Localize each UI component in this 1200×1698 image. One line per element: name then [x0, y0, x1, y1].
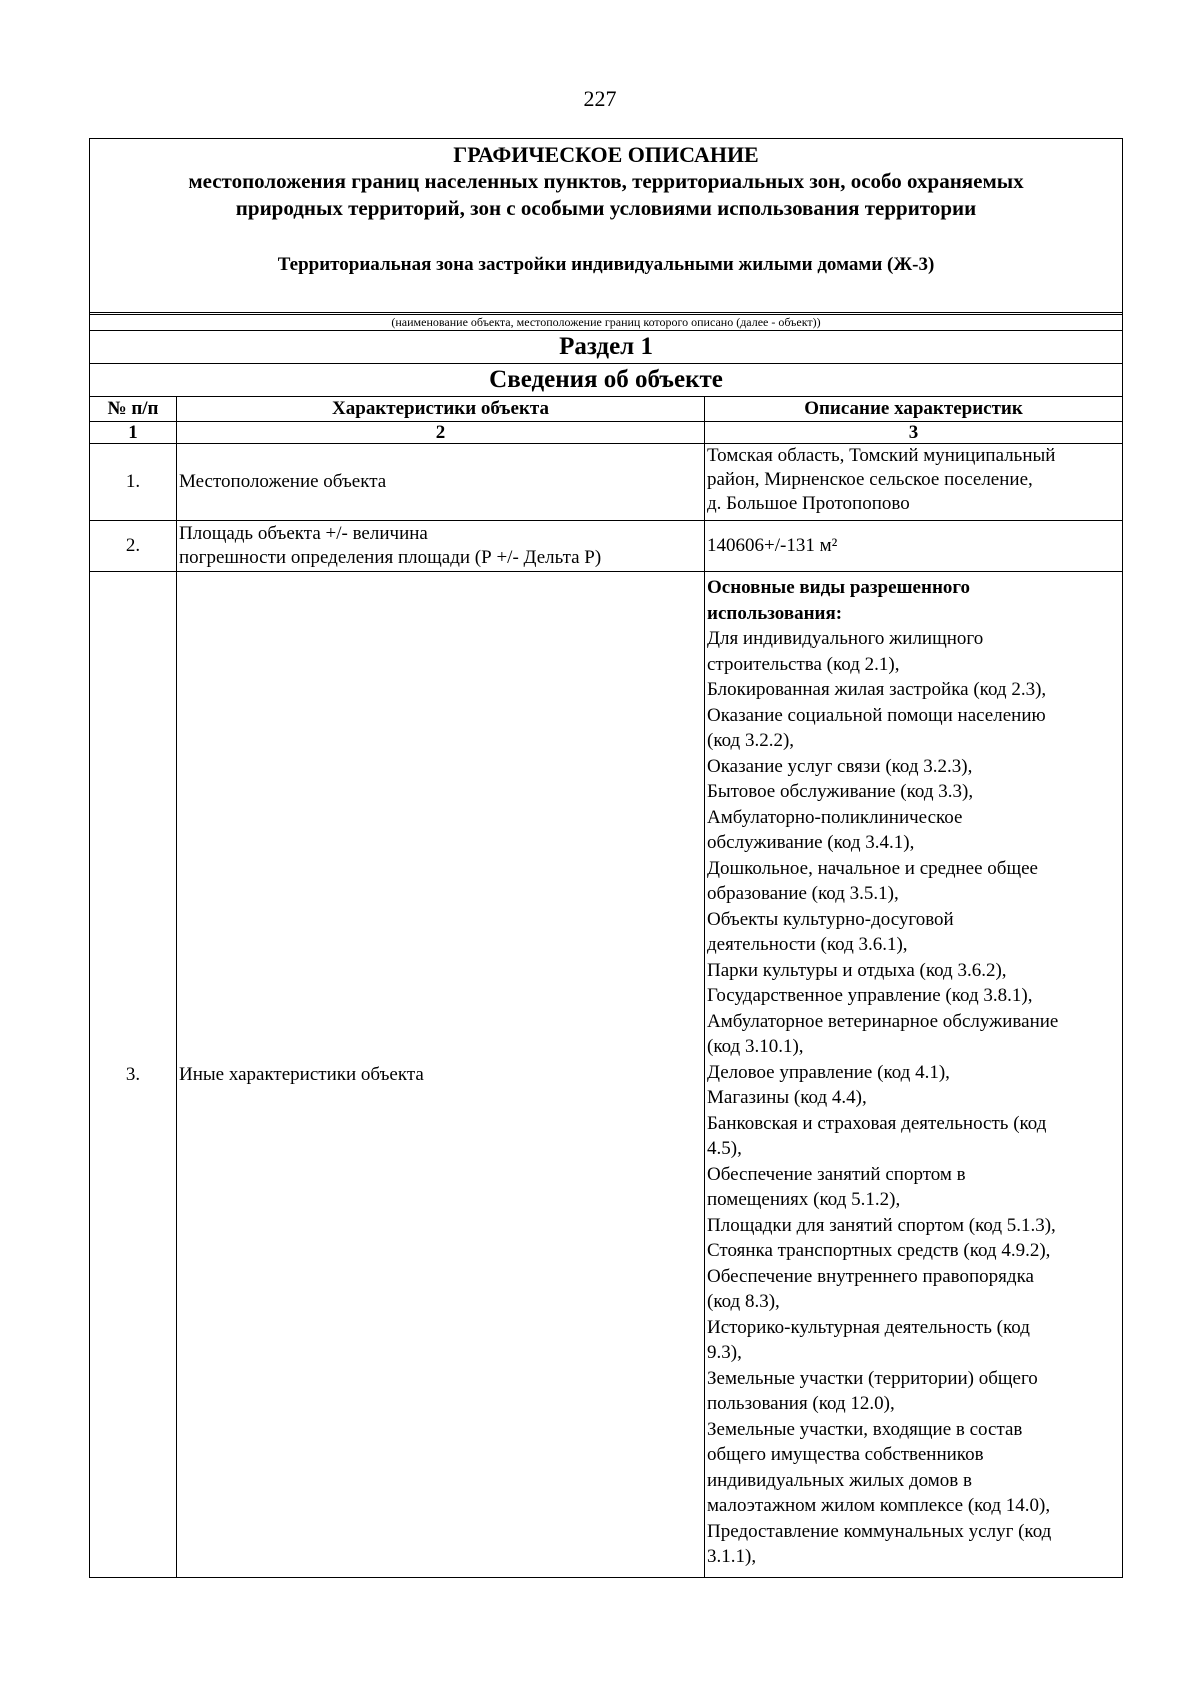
permitted-use-line: Площадки для занятий спортом (код 5.1.3),	[707, 1214, 1056, 1236]
table-row	[90, 444, 1123, 521]
column-header-description: Описание характеристик	[705, 397, 1123, 422]
permitted-use-line: Парки культуры и отдыха (код 3.6.2),	[707, 959, 1007, 981]
column-header-number: № п/п	[90, 397, 177, 422]
permitted-use-line: малоэтажном жилом комплексе (код 14.0),	[707, 1495, 1051, 1516]
row-number: 2.	[90, 521, 177, 572]
column-header-characteristic: Характеристики объекта	[177, 397, 705, 422]
permitted-use-line: индивидуальных жилых домов в	[707, 1469, 972, 1491]
permitted-use-line: Стоянка транспортных средств (код 4.9.2),	[707, 1240, 1051, 1261]
permitted-use-line: 3.1.1),	[707, 1546, 757, 1567]
row-number: 3.	[90, 572, 177, 1578]
permitted-use-line: Государственное управление (код 3.8.1),	[707, 985, 1033, 1006]
permitted-use-line: Банковская и страховая деятельность (код	[707, 1112, 1047, 1134]
permitted-use-line: Объекты культурно-досуговой	[707, 908, 954, 930]
permitted-use-line: Амбулаторное ветеринарное обслуживание	[707, 1010, 1059, 1032]
table-row	[90, 572, 1123, 1578]
permitted-use-line: Земельные участки, входящие в состав	[707, 1418, 1023, 1440]
permitted-use-line: образование (код 3.5.1),	[707, 883, 899, 904]
row-description	[705, 444, 1123, 521]
permitted-use-heading: Основные виды разрешенного	[707, 577, 971, 598]
permitted-use-line: строительства (код 2.1),	[707, 653, 900, 675]
permitted-use-line: (код 3.2.2),	[707, 730, 795, 751]
row-description	[705, 521, 1123, 572]
document-title: ГРАФИЧЕСКОЕ ОПИСАНИЕ	[453, 142, 759, 167]
row-description-line: Томская область, Томский муниципальный	[707, 445, 1056, 466]
row-label-line: погрешности определения площади (Р +/- Дельта Р)	[179, 547, 602, 568]
row-description-line: район, Мирненское сельское поселение,	[707, 469, 1033, 490]
permitted-use-line: Амбулаторно-поликлиническое	[707, 806, 963, 828]
row-label-line: Местоположение объекта	[179, 471, 387, 492]
column-number: 2	[177, 422, 705, 444]
header-cell	[90, 139, 1123, 313]
permitted-use-line: Деловое управление (код 4.1),	[707, 1061, 950, 1083]
permitted-use-line: 4.5),	[707, 1138, 742, 1159]
permitted-use-line: (код 8.3),	[707, 1291, 780, 1312]
permitted-use-line: Блокированная жилая застройка (код 2.3),	[707, 679, 1047, 700]
section-subtitle: Сведения об объекте	[90, 364, 1123, 397]
permitted-use-line: общего имущества собственников	[707, 1444, 984, 1465]
permitted-use-line: Историко-культурная деятельность (код	[707, 1316, 1030, 1338]
row-label-line: Иные характеристики объекта	[179, 1063, 424, 1085]
permitted-use-line: обслуживание (код 3.4.1),	[707, 832, 915, 853]
document-subtitle-line: местоположения границ населенных пунктов, территориальных зон, особо охраняемых	[188, 169, 1024, 193]
permitted-use-line: Дошкольное, начальное и среднее общее	[707, 857, 1038, 879]
permitted-use-line: деятельности (код 3.6.1),	[707, 934, 908, 955]
row-label	[177, 572, 705, 1578]
permitted-use-line: (код 3.10.1),	[707, 1036, 804, 1057]
column-number: 3	[705, 422, 1123, 444]
permitted-use-line: Обеспечение внутреннего правопорядка	[707, 1265, 1034, 1287]
permitted-use-line: Магазины (код 4.4),	[707, 1087, 867, 1108]
permitted-use-line: Оказание социальной помощи населению	[707, 704, 1046, 726]
permitted-use-line: Предоставление коммунальных услуг (код	[707, 1520, 1052, 1542]
row-description	[705, 572, 1123, 1578]
permitted-use-heading: использования:	[707, 602, 843, 624]
permitted-use-line: помещениях (код 5.1.2),	[707, 1189, 901, 1210]
permitted-use-line: Оказание услуг связи (код 3.2.3),	[707, 755, 973, 777]
page-number: 227	[583, 86, 617, 111]
permitted-use-line: Земельные участки (территории) общего	[707, 1367, 1038, 1389]
row-label	[177, 521, 705, 572]
permitted-use-line: Бытовое обслуживание (код 3.3),	[707, 781, 974, 802]
object-note: (наименование объекта, местоположение границ которого описано (далее - объект))	[90, 315, 1123, 331]
zone-name: Территориальная зона застройки индивидуальными жилыми домами (Ж-3)	[277, 254, 935, 275]
row-number: 1.	[90, 444, 177, 521]
permitted-use-line: Обеспечение занятий спортом в	[707, 1163, 966, 1185]
row-description-line: д. Большое Протопопово	[707, 493, 910, 514]
row-label	[177, 444, 705, 521]
permitted-use-line: 9.3),	[707, 1342, 742, 1363]
permitted-use-line: пользования (код 12.0),	[707, 1393, 895, 1414]
row-label-line: Площадь объекта +/- величина	[179, 523, 428, 544]
row-description-line: 140606+/-131 м²	[707, 535, 838, 557]
table-row	[90, 521, 1123, 572]
graphic-description-table	[89, 138, 1123, 1578]
document-subtitle-line: природных территорий, зон с особыми условиями использования территории	[235, 196, 977, 220]
section-title: Раздел 1	[90, 331, 1123, 364]
permitted-use-line: Для индивидуального жилищного	[707, 628, 984, 649]
column-number: 1	[90, 422, 177, 444]
